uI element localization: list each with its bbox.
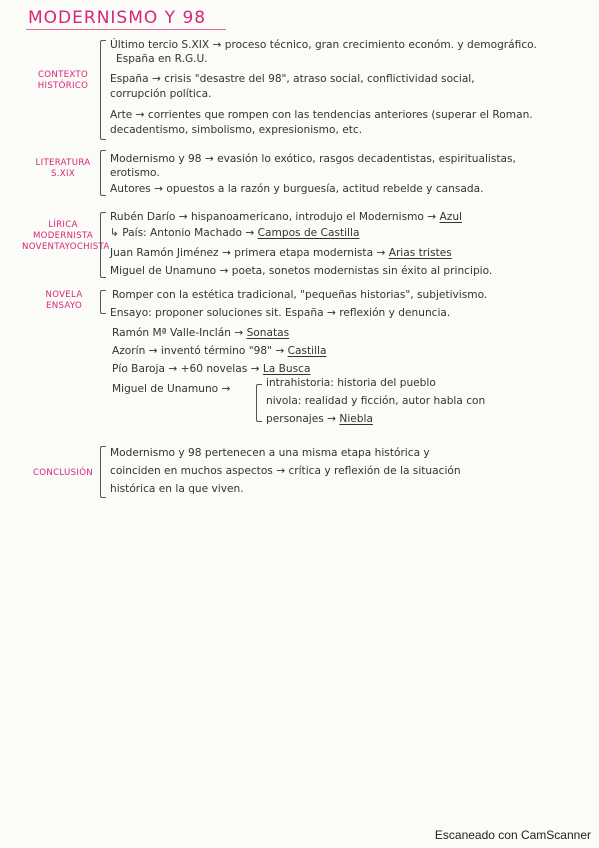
- text-line: Arte → corrientes que rompen con las tendencias anteriores (superar el Roman.: [110, 109, 533, 121]
- text-line: nivola: realidad y ficción, autor habla con: [266, 395, 486, 407]
- section-label-contexto: [30, 70, 96, 92]
- text-line: [112, 326, 289, 340]
- bracket-contexto: [100, 40, 106, 140]
- work-title: Campos de Castilla: [257, 227, 360, 239]
- section-label-lirica: [22, 220, 110, 253]
- text-line: [266, 412, 373, 426]
- text-span: Azorín → inventó término "98" →: [112, 345, 285, 357]
- text-line: intrahistoria: historia del pueblo: [266, 377, 436, 389]
- text-line: erotismo.: [110, 167, 160, 179]
- text-line: decadentismo, simbolismo, expresionismo, etc.: [110, 124, 363, 136]
- scanner-watermark: Escaneado con CamScanner: [434, 828, 591, 842]
- text-line: [110, 246, 452, 260]
- work-title: Arias tristes: [388, 247, 452, 259]
- bracket-unamuno: [256, 384, 262, 422]
- text-line: histórica en la que viven.: [110, 483, 244, 495]
- text-line: Modernismo y 98 → evasión lo exótico, rasgos decadentistas, espiritualistas,: [110, 153, 516, 165]
- text-line: Romper con la estética tradicional, "pequeñas historias", subjetivismo.: [112, 289, 488, 301]
- label-line: MODERNISTA: [32, 231, 94, 241]
- title-underline: [26, 29, 226, 30]
- bracket-literatura: [100, 150, 106, 196]
- label-line: CONTEXTO: [37, 70, 89, 80]
- text-line: Ensayo: proponer soluciones sit. España → reflexión y denuncia.: [110, 307, 451, 319]
- label-line: HISTÓRICO: [37, 81, 89, 91]
- label-line: NOVELA: [45, 290, 83, 300]
- label-line: CONCLUSIÓN: [32, 468, 94, 478]
- text-span: personajes →: [266, 413, 337, 425]
- text-span: Juan Ramón Jiménez → primera etapa modernista →: [110, 247, 386, 259]
- work-title: Azul: [439, 211, 462, 223]
- work-title: La Busca: [262, 363, 311, 375]
- bracket-conclusion: [100, 446, 106, 498]
- page-title: MODERNISMO Y 98: [28, 8, 207, 28]
- label-line: LÍRICA: [48, 220, 78, 230]
- text-line: Autores → opuestos a la razón y burguesía, actitud rebelde y cansada.: [110, 183, 484, 195]
- text-span: ↳ País: Antonio Machado →: [110, 227, 255, 239]
- text-line: España en R.G.U.: [116, 53, 208, 65]
- label-line: S.XIX: [51, 169, 75, 179]
- text-span: Ramón Mª Valle-Inclán →: [112, 327, 244, 339]
- text-line: Último tercio S.XIX → proceso técnico, gran crecimiento económ. y demográfico.: [110, 39, 537, 51]
- text-span: Pío Baroja → +60 novelas →: [112, 363, 260, 375]
- work-title: Sonatas: [246, 327, 290, 339]
- text-line: Modernismo y 98 pertenecen a una misma etapa histórica y: [110, 447, 430, 459]
- text-line: coinciden en muchos aspectos → crítica y reflexión de la situación: [110, 465, 461, 477]
- bracket-novela: [100, 290, 106, 314]
- work-title: Niebla: [339, 413, 373, 425]
- text-span: Rubén Darío → hispanoamericano, introdujo el Modernismo →: [110, 211, 437, 223]
- section-label-novela: [36, 290, 92, 312]
- text-line: [110, 226, 359, 240]
- section-label-conclusion: [30, 468, 96, 479]
- work-title: Castilla: [287, 345, 327, 357]
- text-line: Miguel de Unamuno →: [112, 383, 231, 395]
- text-line: España → crisis "desastre del 98", atraso social, conflictividad social,: [110, 73, 475, 85]
- bracket-lirica: [100, 212, 106, 278]
- label-line: ENSAYO: [45, 301, 83, 311]
- text-line: [112, 362, 310, 376]
- text-line: [112, 344, 326, 358]
- label-line: LITERATURA: [35, 158, 91, 168]
- text-line: corrupción política.: [110, 88, 212, 100]
- text-line: [110, 210, 462, 224]
- label-line: NOVENTAYOCHISTA: [22, 242, 110, 252]
- section-label-literatura: [30, 158, 96, 180]
- text-line: Miguel de Unamuno → poeta, sonetos modernistas sin éxito al principio.: [110, 265, 493, 277]
